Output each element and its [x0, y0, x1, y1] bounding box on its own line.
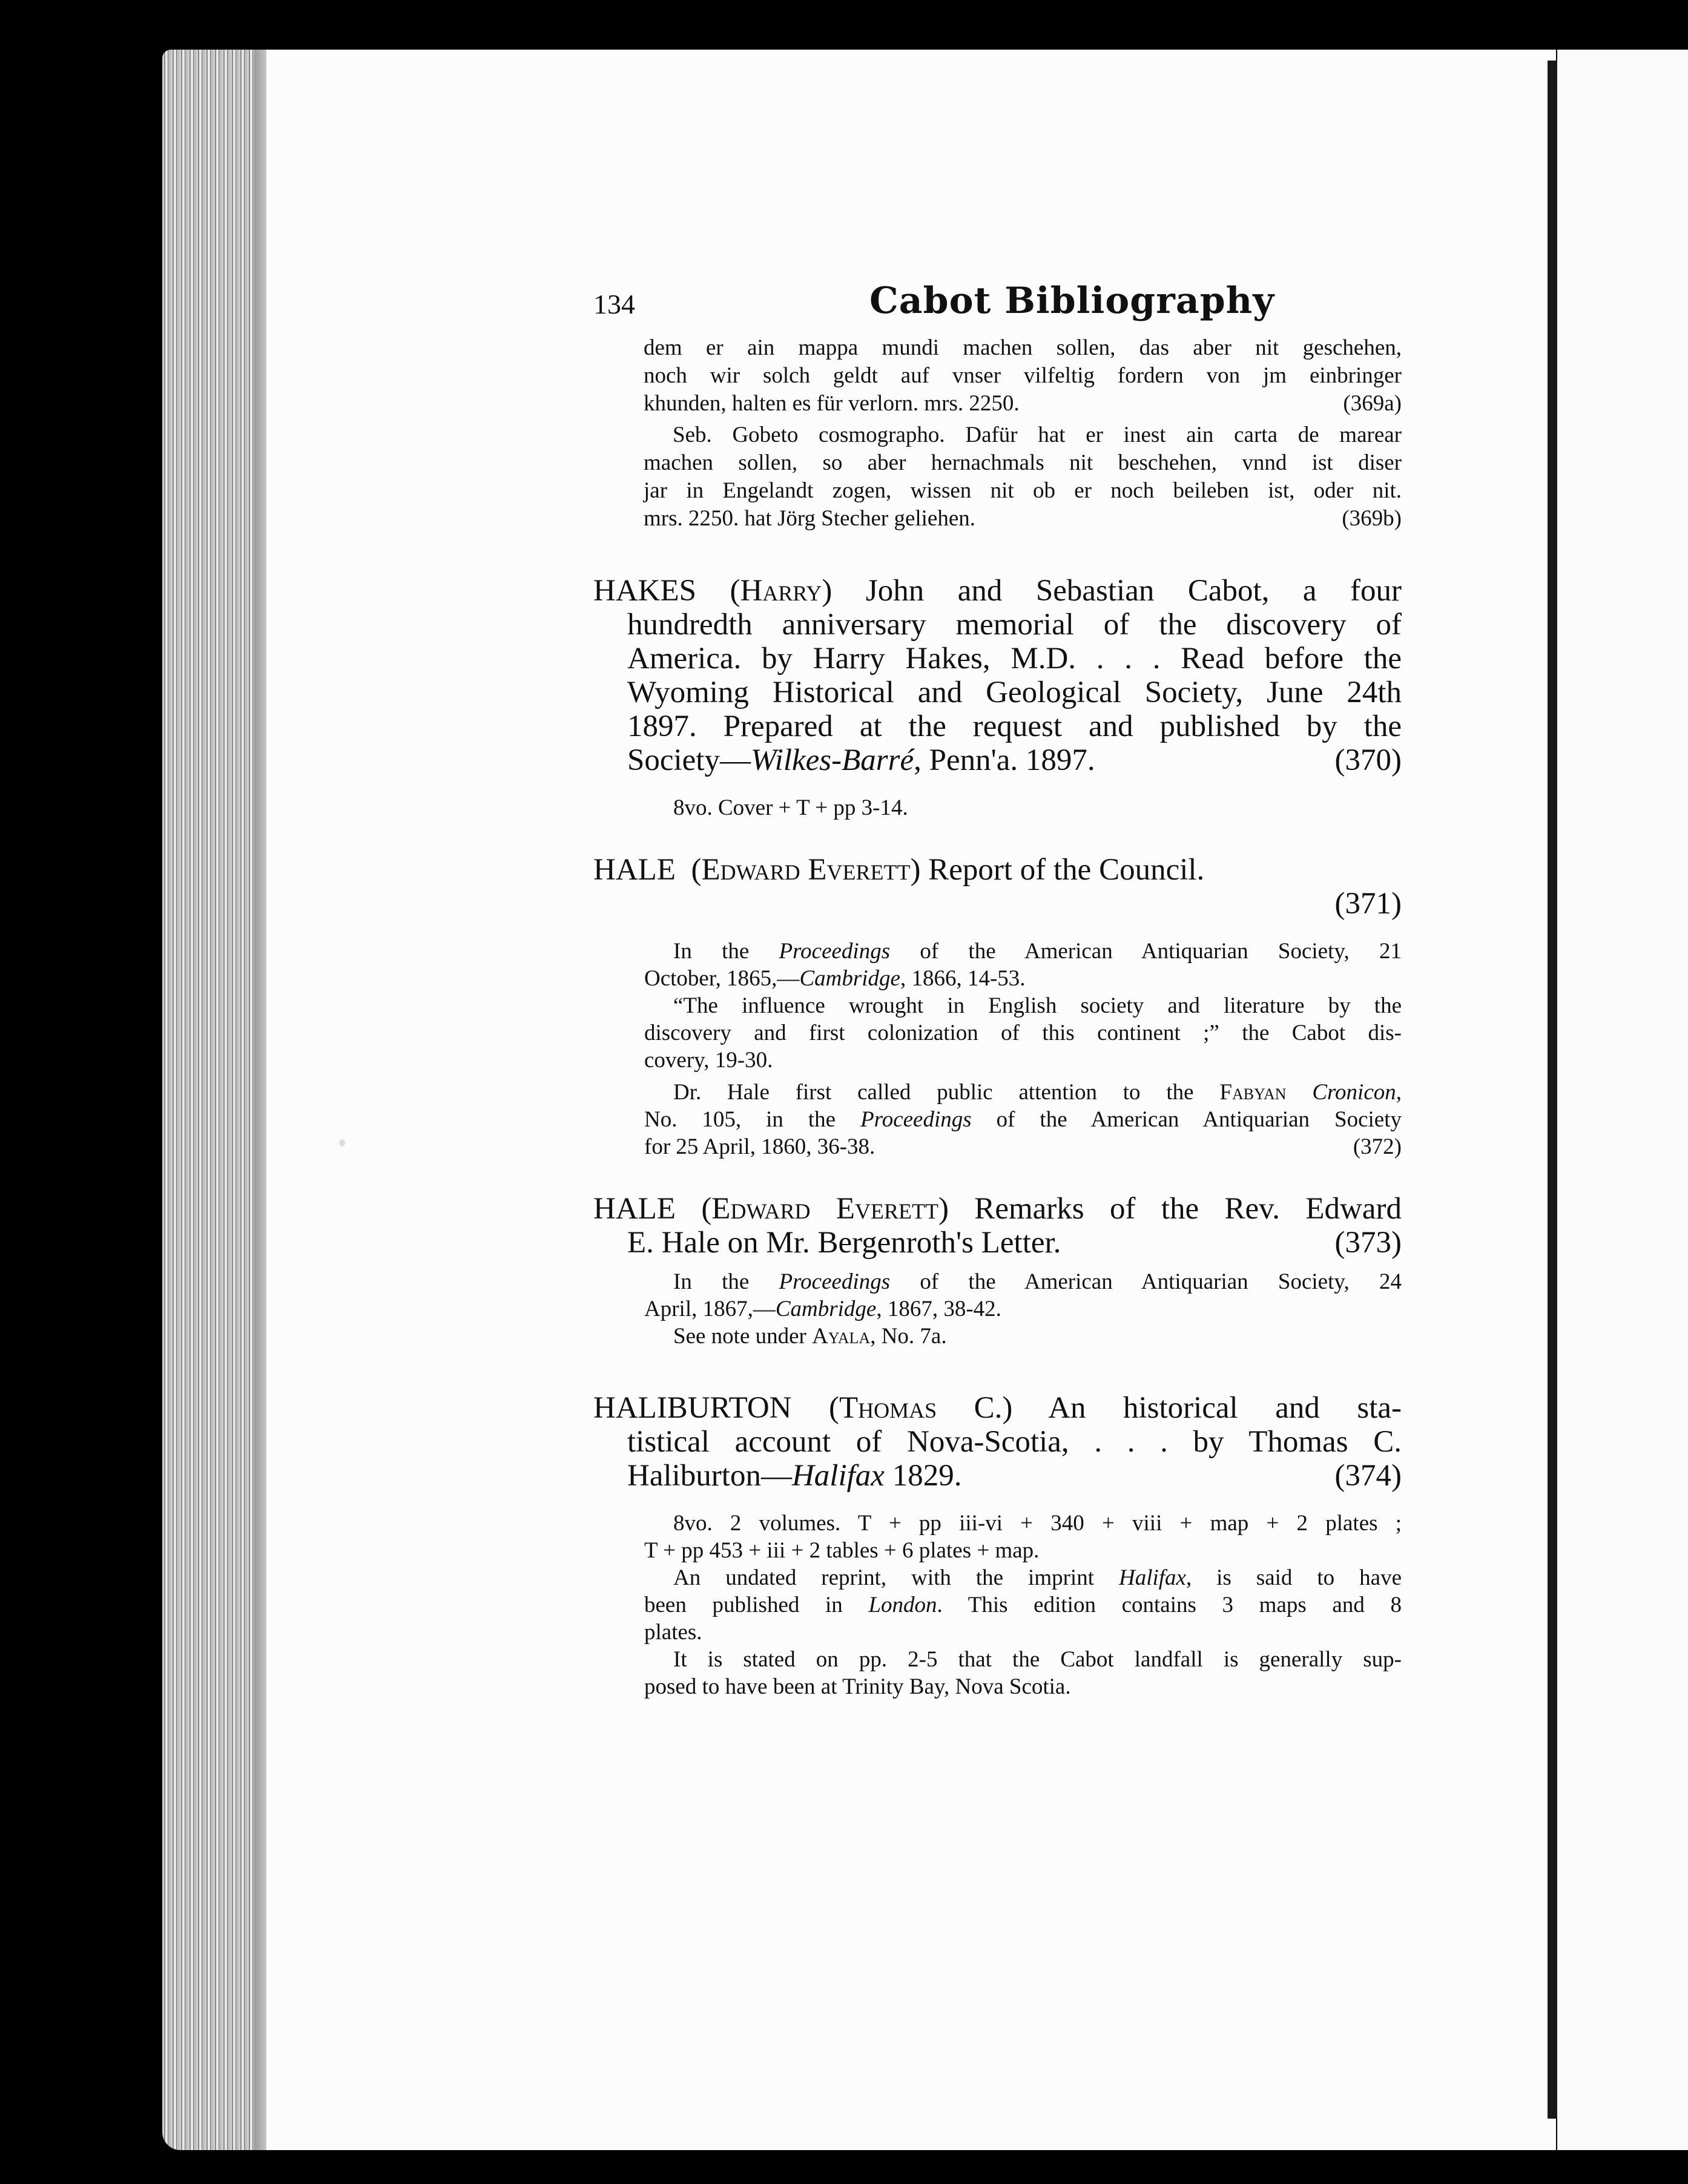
entry-number: (373): [1334, 1226, 1402, 1260]
text-line: machen sollen, so aber hernachmals nit beschehen, vnnd ist diser: [644, 450, 1402, 475]
journal-title: Proceedings: [779, 1269, 891, 1294]
text-line: [644, 390, 1402, 418]
entry-title: Remarks of the Rev. Edward: [974, 1192, 1402, 1226]
work-title: Cronicon: [1312, 1080, 1396, 1105]
entry-first-line: [593, 1192, 1402, 1226]
continuation-text: [593, 334, 1402, 533]
note-text: for 25 April, 1860, 36-38.: [644, 1134, 875, 1159]
note-line: [644, 1323, 1402, 1350]
note-line: [644, 1268, 1402, 1295]
note-text: . This edition contains 3 maps and 8: [937, 1593, 1402, 1617]
entry-text: 1829.: [884, 1459, 962, 1493]
quote-line: covery, 19-30.: [644, 1048, 773, 1073]
text-line: jar in Engelandt zogen, wissen nit ob er noch beileben ist, oder nit.: [644, 478, 1402, 503]
entry-given-name: (Edward Everett): [691, 853, 921, 887]
entry-hale-1: [593, 853, 1402, 921]
note-line: It is stated on pp. 2-5 that the Cabot landfall is generally sup-: [673, 1647, 1402, 1672]
entry-line: [593, 1226, 1402, 1260]
imprint-place: Wilkes-Barré: [750, 743, 914, 777]
entry-number: (374): [1334, 1459, 1402, 1493]
note-text: of the American Antiquarian Society, 21: [890, 939, 1402, 964]
page-header: [593, 280, 1402, 328]
entry-notes: [593, 1268, 1402, 1350]
entry-line: [593, 1459, 1402, 1493]
note-line: [644, 1133, 1402, 1160]
page-text: [593, 280, 1402, 1700]
entry-heading: HALIBURTON: [593, 1391, 792, 1425]
entry-heading: HALE: [593, 1192, 676, 1226]
entry-notes: [593, 1510, 1402, 1700]
text-line-content: mrs. 2250. hat Jörg Stecher geliehen.: [644, 506, 976, 531]
note-text: been published in: [644, 1593, 869, 1617]
entry-text: E. Hale on Mr. Bergenroth's Letter.: [627, 1226, 1061, 1260]
facing-page: [1557, 50, 1688, 2150]
page-number: 134: [593, 289, 635, 320]
entry-number: (370): [1334, 743, 1402, 777]
entry-first-line: [593, 1391, 1402, 1425]
entry-number: (369a): [1343, 391, 1402, 416]
note-line: plates.: [644, 1620, 702, 1645]
entry-line: Wyoming Historical and Geological Society, June 24th: [627, 676, 1402, 709]
note-text: October, 1865,—: [644, 966, 800, 991]
entry-heading: HAKES: [593, 574, 697, 608]
imprint-place: Halifax: [1118, 1565, 1186, 1590]
entry-hakes: [593, 574, 1402, 777]
running-title: Cabot Bibliography: [869, 280, 1275, 322]
note-text: In the: [673, 1269, 779, 1294]
note-line: posed to have been at Trinity Bay, Nova Scotia.: [644, 1674, 1071, 1699]
note-text: of the American Antiquarian Society, 24: [890, 1269, 1402, 1294]
entry-haliburton: [593, 1391, 1402, 1493]
note-name: Ayala: [812, 1324, 871, 1349]
collation-line: 8vo. 2 volumes. T + pp iii-vi + 340 + viii + map + 2 plates ;: [673, 1511, 1402, 1536]
binding-gutter: [1548, 61, 1557, 2119]
imprint-place: Halifax: [791, 1459, 885, 1493]
note-text: , is said to have: [1185, 1565, 1402, 1590]
entry-first-line: [593, 853, 1402, 887]
entry-line: America. by Harry Hakes, M.D. . . . Read before the: [627, 642, 1402, 676]
imprint-place: Cambridge: [799, 966, 900, 991]
note-line: [644, 1564, 1402, 1591]
text-line: Seb. Gobeto cosmographo. Dafür hat er inest ain carta de marear: [673, 423, 1402, 447]
entry-title: Report of the Council.: [928, 853, 1205, 887]
note-line: [644, 1106, 1402, 1133]
note-text: No. 105, in the: [644, 1107, 861, 1132]
text-line-content: khunden, halten es für verlorn. mrs. 2250.: [644, 391, 1020, 416]
entry-number: (371): [1334, 887, 1402, 921]
note-line: [644, 965, 1402, 992]
note-name: Fabyan: [1219, 1080, 1287, 1105]
imprint-place: Cambridge: [775, 1297, 877, 1321]
entry-number: (372): [1353, 1134, 1402, 1159]
note-line: [644, 1079, 1402, 1106]
entry-notes: [593, 938, 1402, 1160]
entry-hale-2: [593, 1192, 1402, 1260]
entry-title: An historical and sta-: [1048, 1391, 1402, 1425]
entry-line: hundredth anniversary memorial of the discovery of: [627, 608, 1402, 642]
collation-line: T + pp 453 + iii + 2 tables + 6 plates + map.: [644, 1538, 1040, 1563]
collation: [593, 794, 1402, 821]
note-line: [644, 1295, 1402, 1323]
entry-given-name: (Harry): [730, 574, 832, 608]
entry-title: John and Sebastian Cabot, a four: [865, 574, 1402, 608]
quote-line: “The influence wrought in English society and literature by the: [673, 993, 1402, 1018]
note-text: April, 1867,—: [644, 1297, 776, 1321]
entry-line: [593, 887, 1402, 921]
entry-line: tistical account of Nova-Scotia, . . . by Thomas C.: [627, 1425, 1402, 1459]
entry-number: (369b): [1342, 506, 1402, 531]
imprint-place: London: [868, 1593, 937, 1617]
journal-title: Proceedings: [779, 939, 891, 964]
entry-heading: HALE: [593, 853, 676, 887]
entry-given-name: (Thomas C.): [829, 1391, 1013, 1425]
page-fore-edge: [162, 50, 265, 2150]
note-line: [644, 938, 1402, 965]
collation-text: 8vo. Cover + T + pp 3-14.: [673, 795, 908, 820]
journal-title: Proceedings: [860, 1107, 972, 1132]
note-text: , 1866, 14-53.: [900, 966, 1026, 991]
note-text: Dr. Hale first called public attention to the: [673, 1080, 1220, 1105]
entry-line: 1897. Prepared at the request and published by the: [627, 709, 1402, 743]
text-line: dem er ain mappa mundi machen sollen, das aber nit geschehen,: [644, 335, 1402, 360]
entry-text: , Penn'a. 1897.: [914, 743, 1095, 777]
note-text: See note under: [673, 1324, 813, 1349]
note-text: , No. 7a.: [870, 1324, 947, 1349]
note-text: , 1867, 38-42.: [876, 1297, 1001, 1321]
quote-line: discovery and first colonization of this continent ;” the Cabot dis-: [644, 1021, 1402, 1045]
text-line: noch wir solch geldt auf vnser vilfeltig fordern von jm einbringer: [644, 363, 1402, 388]
entry-first-line: [593, 574, 1402, 608]
note-text: An undated reprint, with the imprint: [673, 1565, 1119, 1590]
entry-line: [593, 743, 1402, 777]
entry-text: Society—: [627, 743, 751, 777]
text-line: [644, 505, 1402, 533]
note-text: ,: [1396, 1080, 1402, 1105]
entry-text: Haliburton—: [627, 1459, 792, 1493]
entry-given-name: (Edward Everett): [701, 1192, 949, 1226]
note-text: In the: [673, 939, 779, 964]
note-line: [644, 1591, 1402, 1619]
note-text: of the American Antiquarian Society: [971, 1107, 1402, 1132]
